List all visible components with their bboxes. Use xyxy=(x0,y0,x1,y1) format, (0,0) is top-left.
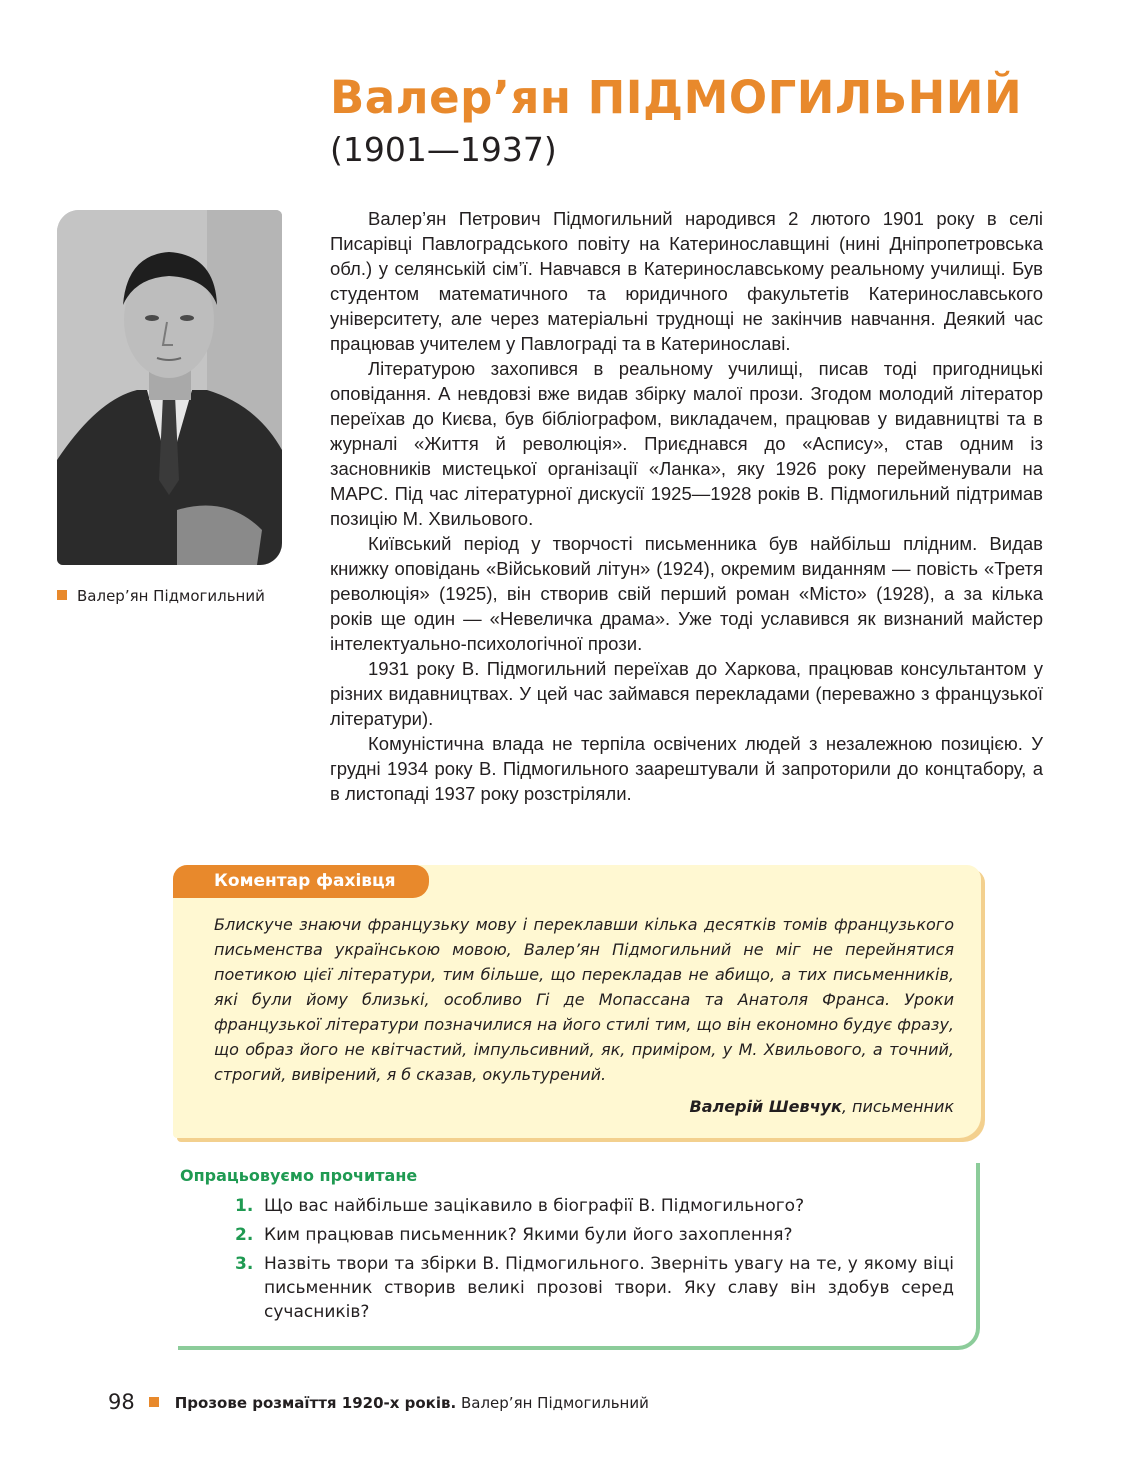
bio-paragraph: Валер’ян Петрович Підмогильний народився 2 лютого 1901 року в селі Писарівці Павлоградського повіту на Катеринославщині (нині Дніпропетровська обл.) у селянській сім’ї. Навчався в Катеринославському реальному училищі. Був студентом математичного та юридичного факультетів Катеринославського університету, але через матеріальні труднощі не закінчив навчання. Деякий час працював учителем у Павлограді та в Катеринославі. xyxy=(330,208,1043,354)
portrait-caption xyxy=(57,586,265,606)
author-name: Валерій Шевчук xyxy=(689,1097,842,1116)
page-number: 98 xyxy=(108,1390,135,1414)
bullet-square-icon xyxy=(57,590,67,600)
bio-paragraph: Київський період у творчості письменника був найбільш плідним. Видав книжку оповідань «Військовий літун» (1924), окремим виданням — повість «Третя революція» (1925), він створив свій перший роман «Місто» (1928), а за кілька років ще один — «Невеличка драма». Уже тоді уславився як визнаний майстер інтелектуально-психологічної прози. xyxy=(330,533,1043,654)
bio-paragraph: Комуністична влада не терпіла освічених людей з незалежною позицією. У грудні 1934 року В. Підмогильного заарештували й запроторили до концтабору, а в листопаді 1937 року розстріляли. xyxy=(330,733,1043,804)
bio-paragraph: Літературою захопився в реальному училищі, писав тоді пригодницькі оповідання. А невдовзі вже видав збірку малої прози. Згодом молодий літератор переїхав до Києва, був бібліографом, викладачем, працював у видавництві та в журналі «Життя й революція». Приєднався до «Аспису», став одним із засновників мистецької організації «Ланка», яку 1926 року перейменували на МАРС. Під час літературної дискусії 1925—1928 років В. Підмогильний підтримав позицію М. Хвильового. xyxy=(330,358,1043,529)
questions-heading: Опрацьовуємо прочитане xyxy=(180,1166,418,1185)
expert-comment-text: Блискуче знаючи французьку мову і переклавши кілька десятків томів французького письменства українською мовою, Валер’ян Підмогильний не міг не перейнятися поетикою цієї літератури, тим більше, що перекладав не абищо, а тих письменників, які були йому близькі, особливо Гі де Мопассана та Анатоля Франса. Уроки французької літератури позначилися на його стилі тим, що він економно будує фразу, що образ його не квітчастий, імпульсивний, як, приміром, у М. Хвильового, а точний, строгий, вивірений, я б сказав, окультурений. xyxy=(214,915,954,1084)
question-text: Назвіть твори та збірки В. Підмогильного. Зверніть увагу на те, у якому віці письменник створив великі прозові твори. Яку славу він здобув серед сучасників? xyxy=(264,1254,954,1322)
question-number: 1. xyxy=(235,1196,254,1216)
question-item xyxy=(232,1223,954,1247)
footer-square-icon xyxy=(149,1397,159,1407)
portrait-photo xyxy=(57,210,282,565)
question-text: Що вас найбільше зацікавило в біографії В. Підмогильного? xyxy=(264,1196,805,1216)
page-title: Валер’ян ПІДМОГИЛЬНИЙ xyxy=(330,71,1023,124)
question-number: 2. xyxy=(235,1225,254,1245)
biography-text xyxy=(330,206,1043,806)
questions-list xyxy=(232,1194,954,1329)
expert-comment-heading: Коментар фахівця xyxy=(173,865,429,898)
page-footer xyxy=(108,1390,649,1415)
footer-section: Прозове розмаїття 1920-х років. xyxy=(174,1394,457,1412)
footer-chapter: Валер’ян Підмогильний xyxy=(460,1394,649,1412)
question-item xyxy=(232,1252,954,1324)
portrait-caption-text: Валер’ян Підмогильний xyxy=(77,587,265,605)
question-text: Ким працював письменник? Якими були його захоплення? xyxy=(264,1225,793,1245)
question-number: 3. xyxy=(235,1254,254,1274)
bio-paragraph: 1931 року В. Підмогильний переїхав до Харкова, працював консультантом у різних видавництвах. У цей час займався перекладами (переважно з французької літератури). xyxy=(330,658,1043,729)
expert-comment-author xyxy=(690,1094,954,1119)
life-years: (1901—1937) xyxy=(330,130,557,169)
author-role: , письменник xyxy=(841,1097,954,1116)
question-item xyxy=(232,1194,954,1218)
author-portrait xyxy=(57,210,282,565)
